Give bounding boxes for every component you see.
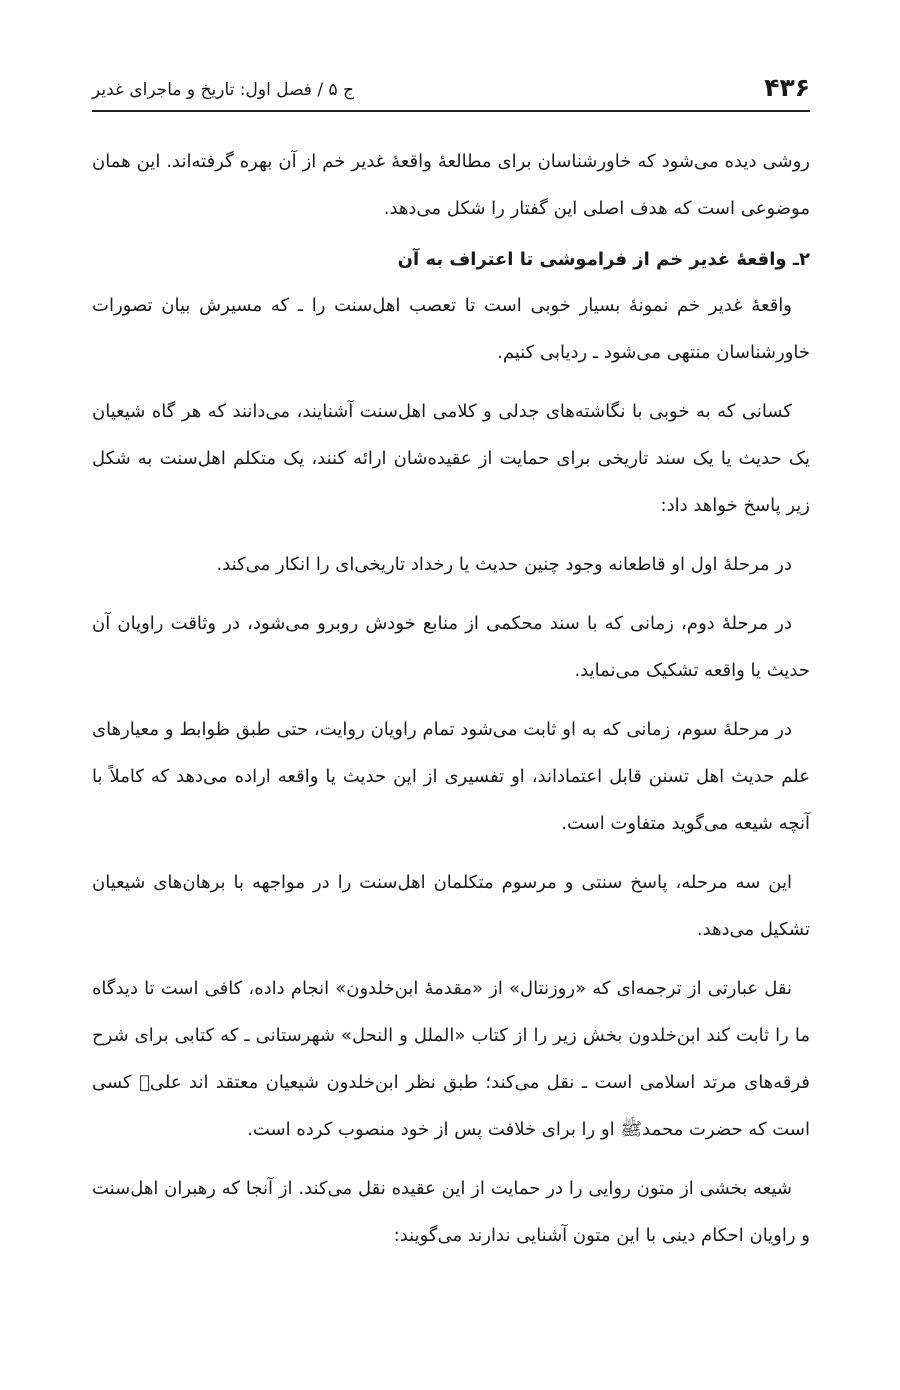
- page-number: ۴۳۶: [764, 73, 810, 102]
- paragraph: در مرحلهٔ اول او قاطعانه وجود چنین حدیث یا رخداد تاریخی‌ای را انکار می‌کند.: [216, 554, 792, 575]
- paragraph: نقل عبارتی از ترجمه‌ای که «روزنتال» از «مقدمهٔ ابن‌خلدون» انجام داده، کافی است تا دیدگاه ما را ثابت کند ابن‌خلدون بخش زیر را از کتاب «الملل و النحل» شهرستانی ـ که کتابی برای شرح فرقه‌های مرتد اسلامی است ـ نقل می‌کند؛ طبق نظر ابن‌خلدون شیعیان معتقد اند علی﷣ کسی است که حضرت محمدﷺ او را برای خلافت پس از خود منصوب کرده است.: [92, 978, 810, 1140]
- running-title: ج ۵ / فصل اول: تاریخ و ماجرای غدیر: [92, 80, 355, 100]
- intro-paragraph: روشی دیده می‌شود که خاورشناسان برای مطالعهٔ واقعهٔ غدیر خم از آن بهره گرفته‌اند. این همان موضوعی است که هدف اصلی این گفتار را شکل می‌دهد.: [92, 151, 810, 219]
- paragraph: در مرحلهٔ سوم، زمانی که به او ثابت می‌شود تمام راویان روایت، حتی طبق ظوابط و معیارهای علم حدیث اهل تسنن قابل اعتماداند، او تفسیری از این حدیث یا واقعه اراده می‌دهد که کاملاً با آنچه شیعه می‌گوید متفاوت است.: [92, 719, 810, 834]
- paragraph: شیعه بخشی از متون روایی را در حمایت از این عقیده نقل می‌کند. از آنجا که رهبران اهل‌سنت و راویان احکام دینی با این متون آشنایی ندارند می‌گویند:: [92, 1178, 810, 1246]
- paragraph: در مرحلهٔ دوم، زمانی که با سند محکمی از منابع خودش روبرو می‌شود، در وثاقت راویان آن حدیث یا واقعه تشکیک می‌نماید.: [92, 613, 810, 681]
- paragraph: کسانی که به خوبی با نگاشته‌های جدلی و کلامی اهل‌سنت آشنایند، می‌دانند که هر گاه شیعیان یک حدیث یا یک سند تاریخی برای حمایت از عقیده‌شان ارائه کنند، یک متکلم اهل‌سنت به شکل زیر پاسخ خواهد داد:: [92, 401, 810, 516]
- page-header: [92, 72, 810, 112]
- paragraph: واقعهٔ غدیر خم نمونهٔ بسیار خوبی است تا تعصب اهل‌سنت را ـ که مسیرش بیان تصورات خاورشناسان منتهی می‌شود ـ ردیابی کنیم.: [92, 295, 810, 363]
- page-body: [92, 138, 810, 1271]
- paragraph: این سه مرحله، پاسخ سنتی و مرسوم متکلمان اهل‌سنت را در مواجهه با برهان‌های شیعیان تشکیل می‌دهد.: [92, 872, 810, 940]
- section-heading: ۲ـ واقعهٔ غدیر خم از فراموشی تا اعتراف به آن: [397, 249, 810, 270]
